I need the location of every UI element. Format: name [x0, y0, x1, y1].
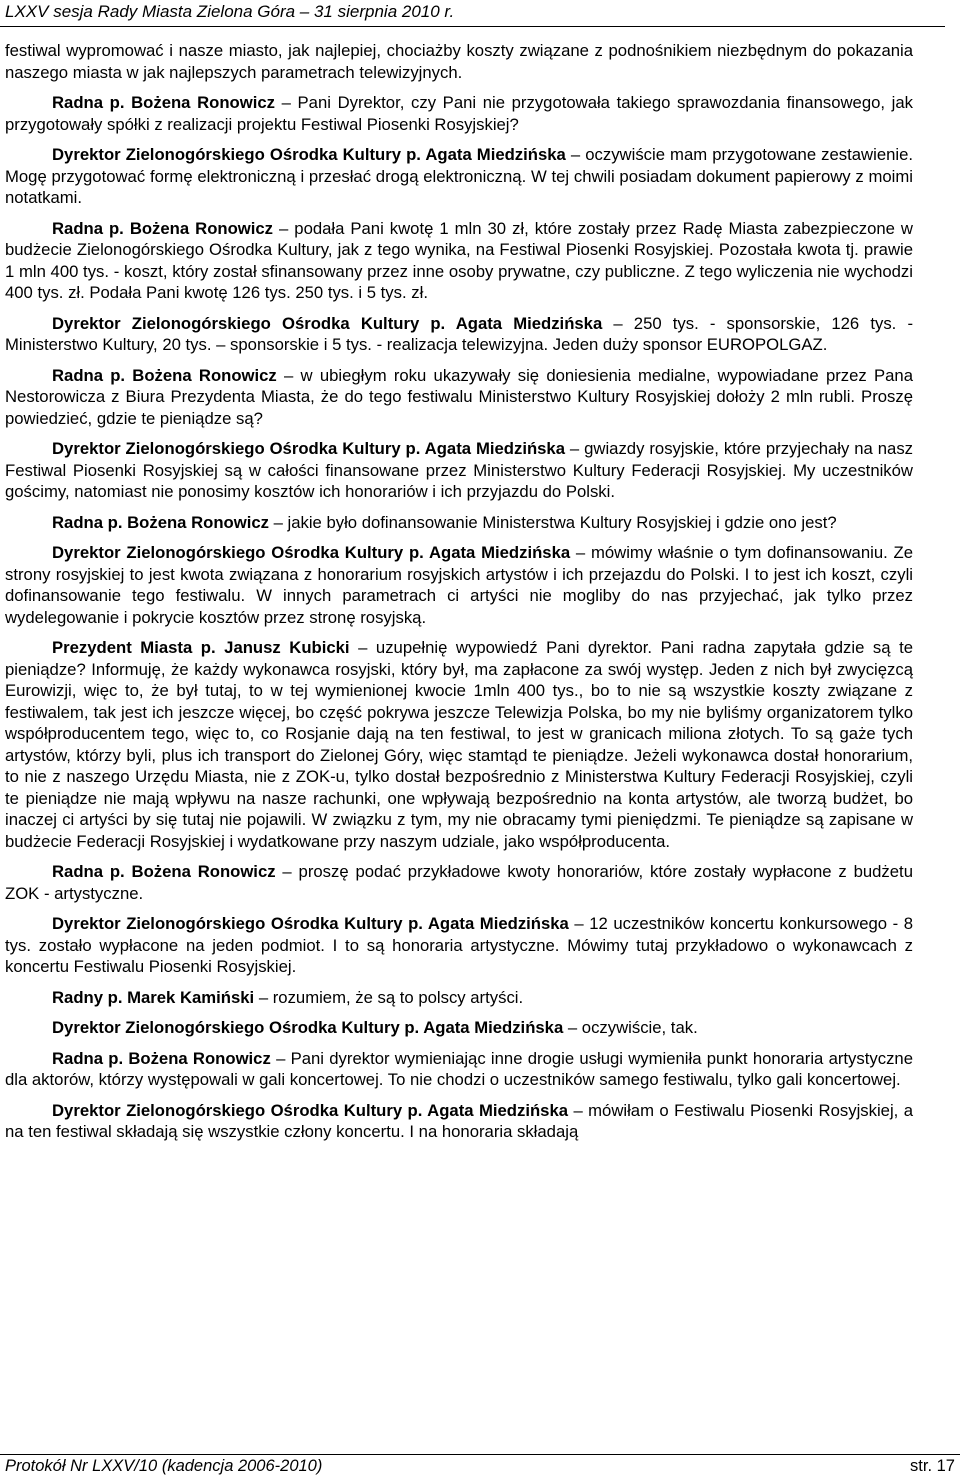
- speaker-name: Dyrektor Zielonogórskiego Ośrodka Kultury p. Agata Miedzińska: [52, 543, 571, 562]
- speaker-name: Dyrektor Zielonogórskiego Ośrodka Kultury p. Agata Miedzińska: [52, 1018, 564, 1037]
- paragraph-text: – podała Pani kwotę 1 mln 30 zł, które zostały przez Radę Miasta zabezpieczone w budżecie Zielonogórskiego Ośrodka Kultury, jak z tego wynika, na Festiwal Piosenki Rosyjskiej. Pozostała kwota tj. prawie 1 mln 400 tys. - koszt, który został sfinansowany przez inne osoby prywatne, czy publiczne. Z tego wyliczenia nie wychodzi 400 tys. zł. Podała Pani kwotę 126 tys. 250 tys. i 5 tys. zł.: [5, 218, 913, 302]
- paragraph: [5, 1048, 913, 1091]
- footer-protocol-number: Protokół Nr LXXV/10 (kadencja 2006-2010): [5, 1457, 323, 1475]
- paragraph: [5, 987, 913, 1009]
- paragraph: [5, 512, 913, 534]
- paragraph: [5, 438, 913, 503]
- paragraph: [5, 913, 913, 978]
- page-header: [0, 0, 945, 27]
- speaker-name: Dyrektor Zielonogórskiego Ośrodka Kultury p. Agata Miedzińska: [52, 145, 566, 164]
- paragraph-text: – gwiazdy rosyjskie, które przyjechały na nasz Festiwal Piosenki Rosyjskiej są w całości finansowane przez Ministerstwo Kultury Federacji Rosyjskiej. My uczestników gościmy, natomiast nie ponosimy kosztów ich honorariów i ich przyjazdu do Polski.: [5, 439, 914, 501]
- paragraph: [5, 1100, 913, 1143]
- page-footer: [0, 1454, 960, 1477]
- paragraph-text: – Pani Dyrektor, czy Pani nie przygotowała takiego sprawozdania finansowego, jak przygotowały spółki z realizacji projektu Festiwal Piosenki Rosyjskiej?: [5, 93, 913, 134]
- speaker-name: Radna p. Bożena Ronowicz: [52, 512, 269, 532]
- speaker-name: Dyrektor Zielonogórskiego Ośrodka Kultury p. Agata Miedzińska: [52, 313, 603, 333]
- document-body: [5, 40, 913, 1152]
- speaker-name: Radna p. Bożena Ronowicz: [52, 218, 274, 238]
- paragraph-text: – mówiłam o Festiwalu Piosenki Rosyjskiej, a na ten festiwal składają się wszystkie człony koncertu. I na honoraria składają: [5, 1100, 914, 1141]
- paragraph-text: – oczywiście, tak.: [563, 1018, 698, 1037]
- paragraph: [5, 365, 913, 430]
- speaker-name: Radna p. Bożena Ronowicz: [52, 1048, 271, 1068]
- paragraph: [5, 92, 913, 135]
- paragraph-text: – Pani dyrektor wymieniając inne drogie usługi wymieniła punkt honoraria artystyczne dla aktorów, którzy występowali w gali koncertowej. To nie chodzi o uczestników samego festiwalu, tylko gali koncertowej.: [5, 1048, 913, 1089]
- paragraph-text: – 12 uczestników koncertu konkursowego - 8 tys. zostało wypłacone na jeden podmiot. I to są honoraria artystyczne. Mówimy tutaj przykładowo o wykonawcach z koncertu Festiwalu Piosenki Rosyjskiej.: [5, 914, 914, 976]
- paragraph-text: – oczywiście mam przygotowane zestawienie. Mogę przygotować formę elektroniczną i przesłać drogą elektroniczną. W tej chwili posiadam dokument papierowy z moimi notatkami.: [5, 145, 913, 207]
- paragraph-text: – mówimy właśnie o tym dofinansowaniu. Ze strony rosyjskiej to jest kwota związana z honorarium rosyjskich artystów i ich przejazdu do Polski. I to jest ich koszt, czyli dofinansowanie tego festiwalu. W innych parametrach ci artyści nie mogliby do nas przyjechać, jak tylko przez wydelegowanie i pokrycie kosztów przez stronę rosyjską.: [5, 543, 914, 627]
- speaker-name: Dyrektor Zielonogórskiego Ośrodka Kultury p. Agata Miedzińska: [52, 1100, 569, 1120]
- paragraph-text: – uzupełnię wypowiedź Pani dyrektor. Pani radna zapytała gdzie są te pieniądze? Informuję, że każdy wykonawca rosyjski, który był, ma zapłacone za swój występ. Jeden z nich był zwycięzcą Eurowizji, więc to, że był tutaj, to w tej wymienionej kwocie 1mln 400 tys., bo to nie są wszystkie koszty związane z festiwalem, tak jest ich jeszcze więcej, bo część pokrywa jeszcze Telewizja Polska, bo my nie byliśmy organizatorem tylko współproducentem tego, więc to, co Rosjanie dają na ten festiwal, to jest w granicach miliona złotych. To są gaże tych artystów, którzy byli, plus ich transport do Zielonej Góry, więc stamtąd te pieniądze. Jeżeli wykonawca dostał honorarium, to nie z naszego Urzędu Miasta, nie z ZOK-u, tylko dostał bezpośrednio z Ministerstwa Kultury Federacji Rosyjskiej, czyli te pieniądze nie mają wpływu na nasze rachunki, one wpływają bezpośrednio na konta artystów, ale tworzą budżet, bo inaczej ci artyści by się tutaj nie pojawili. W związku z tym, my nie obracamy tymi pieniędzmi. Te pieniądze są zapisane w budżecie Federacji Rosyjskiej i wydatkowane przy naszym udziale, jako współproducenta.: [5, 638, 913, 851]
- paragraph-text: festiwal wypromować i nasze miasto, jak najlepiej, chociażby koszty związane z podnośnikiem niezbędnym do pokazania naszego miasta w jak najlepszych parametrach telewizyjnych.: [5, 41, 913, 82]
- speaker-name: Radna p. Bożena Ronowicz: [52, 862, 276, 881]
- paragraph: [5, 218, 913, 304]
- paragraph-text: – w ubiegłym roku ukazywały się doniesienia medialne, wypowiadane przez Pana Nestorowicza z Biura Prezydenta Miasta, że do tego festiwalu Ministerstwo Kultury Rosyjskiej dołoży 2 mln rubli. Proszę powiedzieć, gdzie te pieniądze są?: [5, 365, 913, 428]
- speaker-name: Dyrektor Zielonogórskiego Ośrodka Kultury p. Agata Miedzińska: [52, 439, 565, 458]
- paragraph-text: – jakie było dofinansowanie Ministerstwa Kultury Rosyjskiej i gdzie ono jest?: [268, 512, 837, 532]
- paragraph: [5, 1017, 913, 1039]
- speaker-name: Radna p. Bożena Ronowicz: [52, 365, 277, 385]
- footer-page-number: str. 17: [910, 1457, 955, 1475]
- speaker-name: Radny p. Marek Kamiński: [52, 987, 255, 1007]
- paragraph: [5, 861, 913, 904]
- header-title: LXXV sesja Rady Miasta Zielona Góra – 31 sierpnia 2010 r.: [5, 2, 455, 21]
- paragraph: [5, 637, 913, 852]
- speaker-name: Prezydent Miasta p. Janusz Kubicki: [52, 638, 350, 657]
- speaker-name: Dyrektor Zielonogórskiego Ośrodka Kultury p. Agata Miedzińska: [52, 914, 569, 933]
- speaker-name: Radna p. Bożena Ronowicz: [52, 93, 275, 112]
- paragraph-text: – rozumiem, że są to polscy artyści.: [254, 987, 524, 1007]
- paragraph: [5, 542, 913, 628]
- paragraph-text: – proszę podać przykładowe kwoty honorariów, które zostały wypłacone z budżetu ZOK - artystyczne.: [5, 862, 913, 903]
- paragraph: [5, 313, 913, 356]
- paragraph-text: – 250 tys. - sponsorskie, 126 tys. - Ministerstwo Kultury, 20 tys. – sponsorskie i 5 tys. - realizacja telewizyjna. Jeden duży sponsor EUROPOLGAZ.: [5, 313, 913, 354]
- paragraph: [5, 144, 913, 209]
- paragraph: [5, 40, 913, 83]
